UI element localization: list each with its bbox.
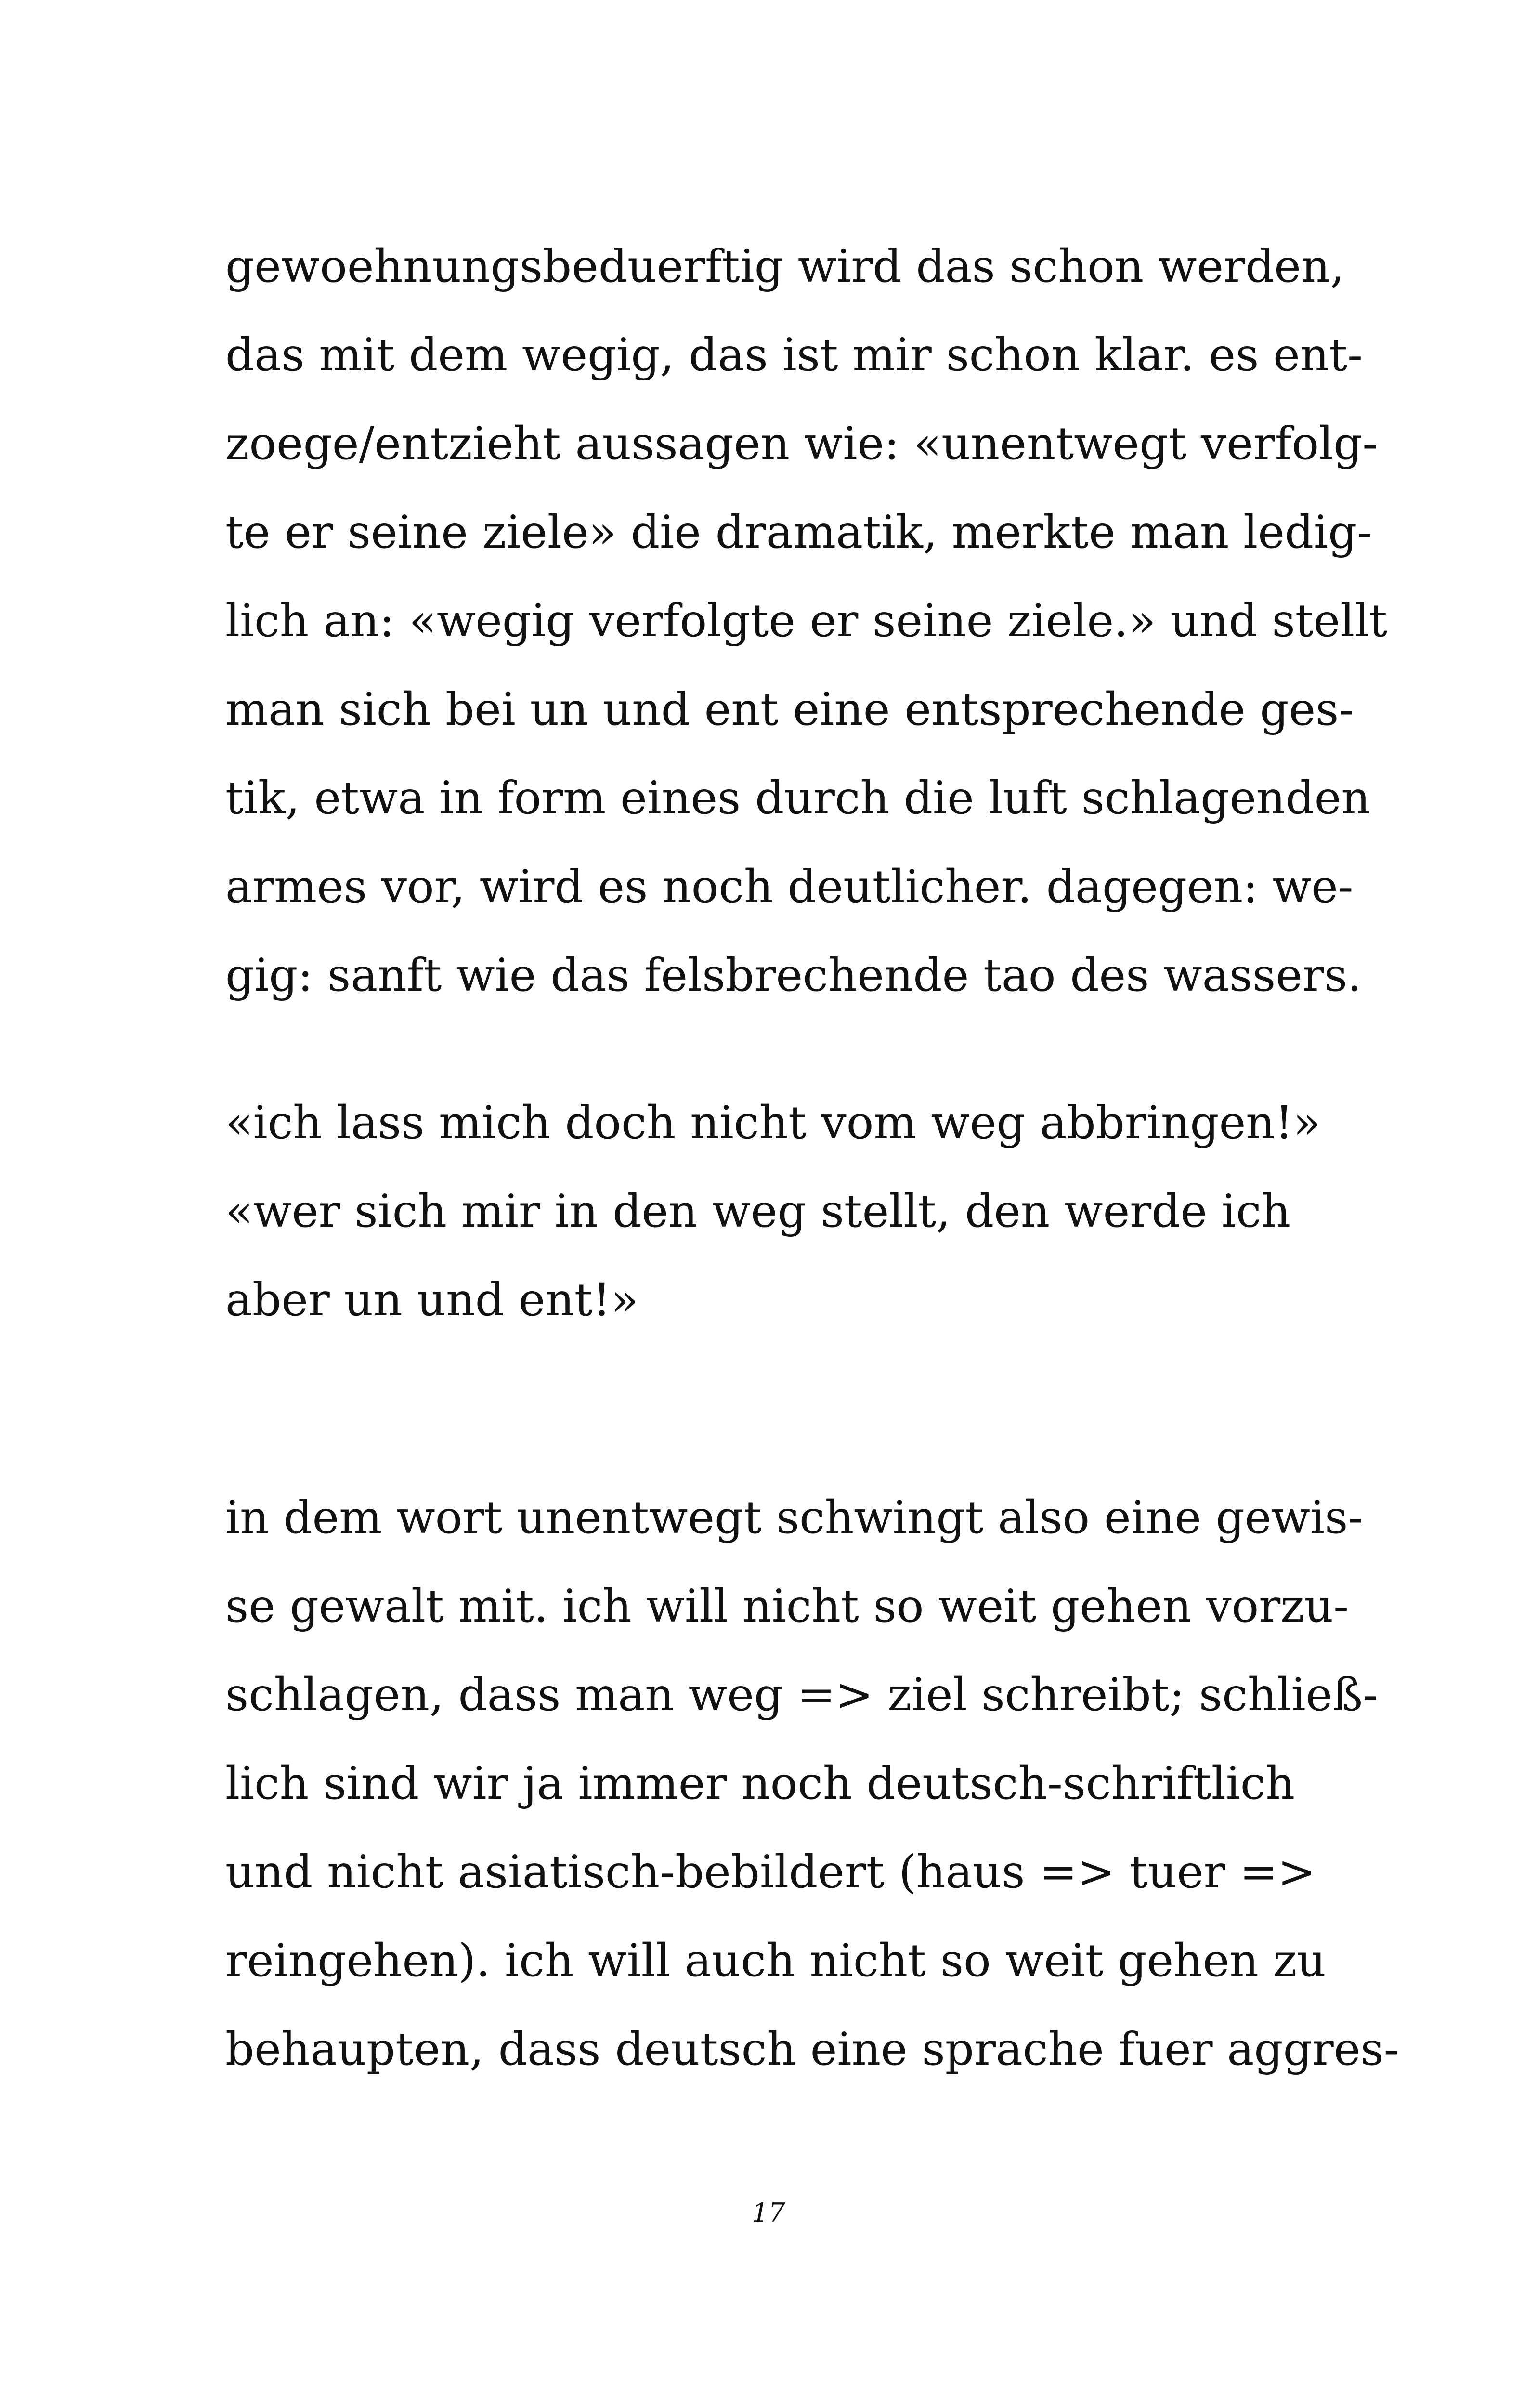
paragraph-2: [225, 1079, 1321, 1345]
text-line: te er seine ziele» die dramatik, merkte man ledig-: [225, 506, 1373, 559]
text-line: se gewalt mit. ich will nicht so weit gehen vorzu-: [225, 1580, 1349, 1633]
text-line: schlagen, dass man weg => ziel schreibt; schließ-: [225, 1669, 1378, 1721]
text-line: gig: sanft wie das felsbrechende tao des wassers.: [225, 949, 1362, 1002]
text-line: das mit dem wegig, das ist mir schon klar. es ent-: [225, 329, 1363, 381]
text-line: zoege/entzieht aussagen wie: «unentwegt verfolg-: [225, 418, 1378, 470]
text-line: behaupten, dass deutsch eine sprache fuer aggres-: [225, 2023, 1399, 2076]
paragraph-3: [225, 1474, 1399, 2094]
page-number: 17: [752, 2198, 785, 2228]
text-line: «wer sich mir in den weg stellt, den werde ich: [225, 1185, 1291, 1238]
text-line: reingehen). ich will auch nicht so weit gehen zu: [225, 1935, 1326, 1987]
paragraph-1: [225, 222, 1388, 1020]
text-line: aber un und ent!»: [225, 1274, 638, 1326]
text-line: und nicht asiatisch-bebildert (haus => tuer =>: [225, 1846, 1316, 1898]
text-line: lich sind wir ja immer noch deutsch-schriftlich: [225, 1757, 1295, 1810]
text-line: man sich bei un und ent eine entsprechende ges-: [225, 683, 1355, 736]
text-line: in dem wort unentwegt schwingt also eine gewis-: [225, 1492, 1364, 1544]
text-line: lich an: «wegig verfolgte er seine ziele.» und stellt: [225, 595, 1388, 647]
text-line: «ich lass mich doch nicht vom weg abbringen!»: [225, 1097, 1321, 1149]
text-line: armes vor, wird es noch deutlicher. dagegen: we-: [225, 861, 1354, 913]
text-line: tik, etwa in form eines durch die luft schlagenden: [225, 772, 1370, 824]
text-line: gewoehnungsbeduerftig wird das schon werden,: [225, 240, 1345, 293]
